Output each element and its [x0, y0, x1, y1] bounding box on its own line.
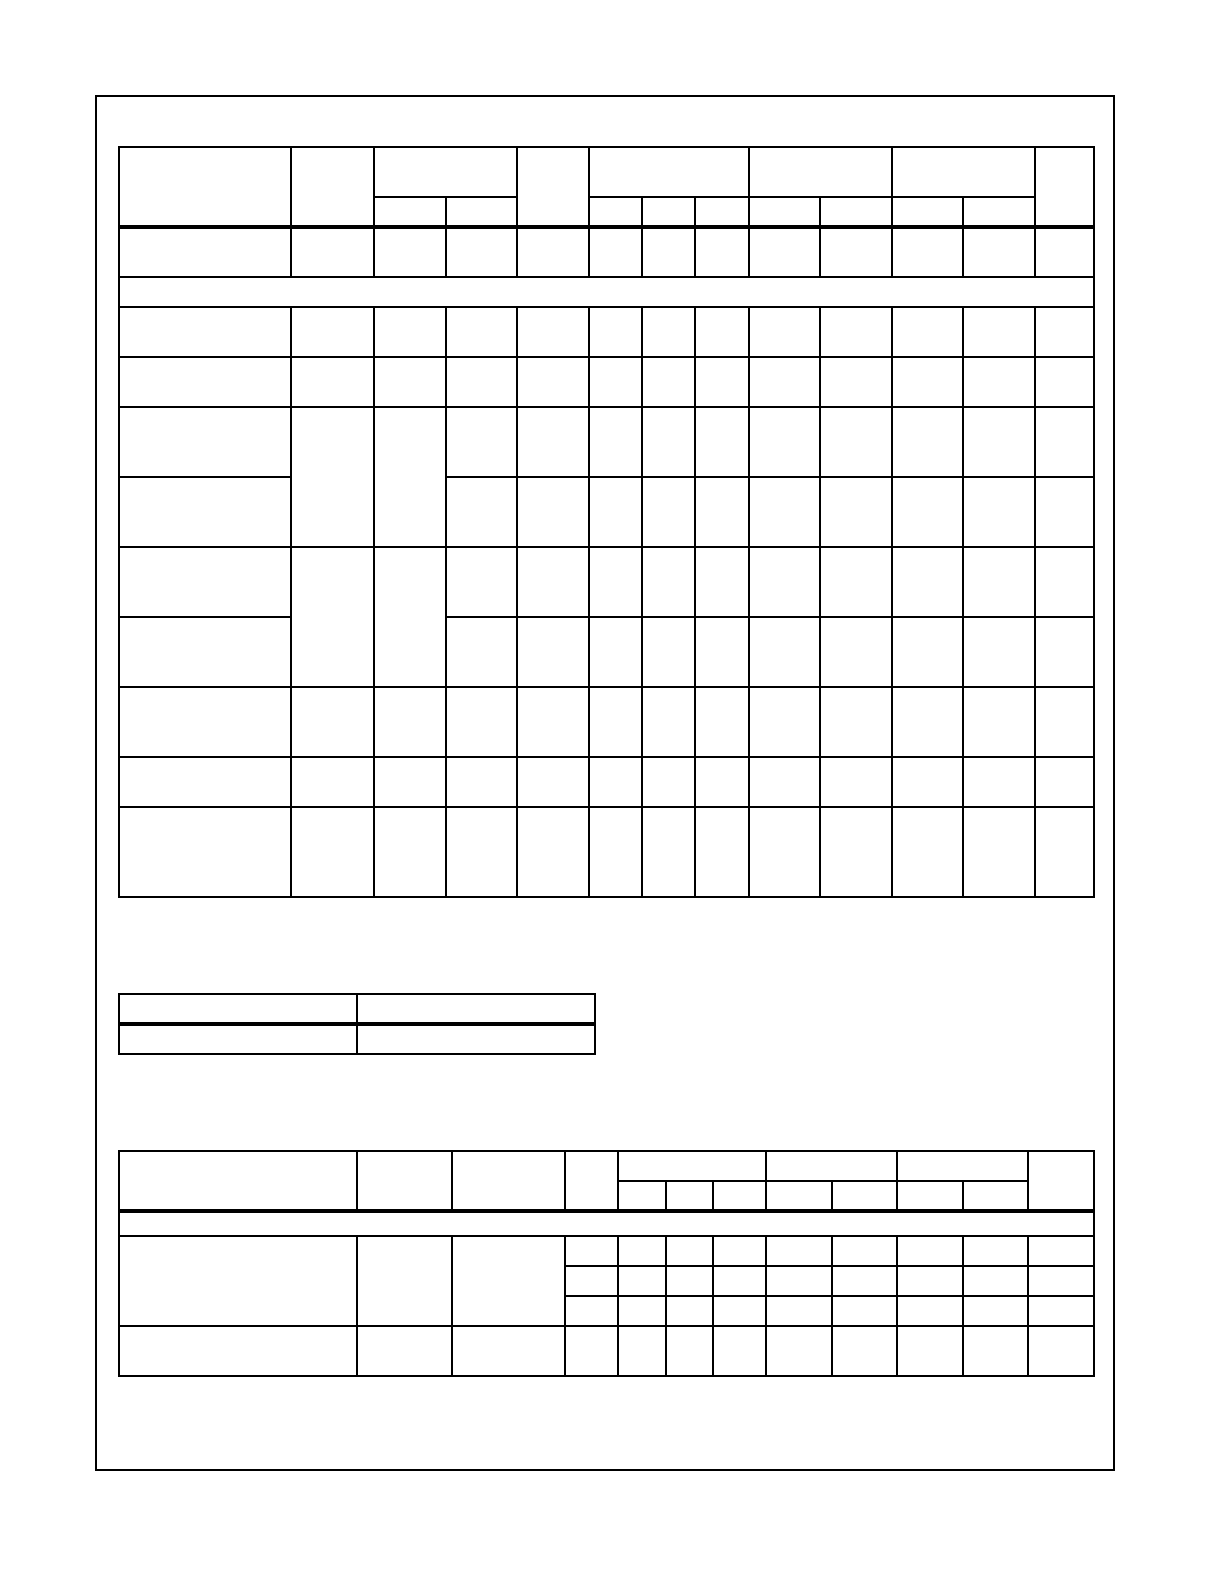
table-cell: [820, 687, 892, 757]
table-cell: [963, 1326, 1028, 1376]
section-cell: [119, 1211, 1094, 1236]
table-cell: [832, 1266, 897, 1296]
header-cell: [1028, 1151, 1094, 1211]
table-cell: [832, 1181, 897, 1211]
table-cell: [766, 1326, 832, 1376]
table-cell: [119, 547, 291, 617]
table-cell: [618, 1326, 666, 1376]
table-cell: [963, 407, 1035, 477]
table-cell: [357, 1024, 595, 1054]
header-group-cell: [374, 147, 517, 197]
header-subcell: [892, 197, 963, 227]
table-cell: [291, 307, 374, 357]
table-cell: [357, 1236, 452, 1326]
table-cell: [766, 1266, 832, 1296]
section-row: [119, 277, 1094, 307]
lower-spec-table: [118, 1150, 1095, 1377]
table-cell: [749, 757, 820, 807]
header-group-cell: [897, 1151, 1028, 1181]
table-cell: [119, 477, 291, 547]
table-cell: [713, 1236, 766, 1266]
table-cell: [832, 1326, 897, 1376]
table-cell: [820, 477, 892, 547]
header-row: [119, 994, 595, 1024]
table-cell: [749, 807, 820, 897]
header-group-cell: [749, 147, 892, 197]
table-cell: [695, 357, 749, 407]
table-row: [119, 307, 1094, 357]
table-cell: [642, 357, 695, 407]
table-cell: [291, 227, 374, 277]
table-cell: [1035, 477, 1094, 547]
table-cell: [963, 687, 1035, 757]
table-cell: [749, 477, 820, 547]
table-cell: [766, 1181, 832, 1211]
table-cell: [618, 1181, 666, 1211]
table-cell: [749, 407, 820, 477]
table-cell: [963, 227, 1035, 277]
table-cell: [963, 1236, 1028, 1266]
table-cell: [695, 477, 749, 547]
table-cell: [589, 307, 642, 357]
table-cell: [589, 757, 642, 807]
table-cell: [565, 1326, 618, 1376]
header-cell: [119, 1151, 357, 1211]
table-cell: [820, 407, 892, 477]
table-cell: [119, 807, 291, 897]
table-cell: [820, 807, 892, 897]
table-cell: [589, 687, 642, 757]
table-cell: [517, 547, 589, 617]
table-cell: [374, 757, 446, 807]
table-cell: [892, 547, 963, 617]
header-subcell: [446, 197, 517, 227]
table-cell: [766, 1236, 832, 1266]
table-row: [119, 687, 1094, 757]
table-cell: [695, 227, 749, 277]
table-cell: [642, 227, 695, 277]
table-cell: [1028, 1296, 1094, 1326]
table-cell: [892, 687, 963, 757]
table-cell: [820, 547, 892, 617]
header-subcell: [642, 197, 695, 227]
table-cell: [1035, 547, 1094, 617]
table-cell: [291, 547, 374, 687]
header-subcell: [963, 197, 1035, 227]
header-subcell: [820, 197, 892, 227]
table-cell: [589, 407, 642, 477]
table-cell: [695, 547, 749, 617]
header-group-cell: [589, 147, 749, 197]
table-cell: [666, 1236, 713, 1266]
table-cell: [963, 757, 1035, 807]
table-cell: [446, 407, 517, 477]
section-row: [119, 1211, 1094, 1236]
table-cell: [291, 757, 374, 807]
header-cell: [119, 994, 357, 1024]
table-cell: [119, 1326, 357, 1376]
table-row: [119, 807, 1094, 897]
table-cell: [589, 547, 642, 617]
table-cell: [963, 547, 1035, 617]
table-cell: [589, 357, 642, 407]
table-cell: [695, 307, 749, 357]
table-cell: [1035, 757, 1094, 807]
table-cell: [820, 757, 892, 807]
table-row: [119, 547, 1094, 617]
table-cell: [446, 807, 517, 897]
table-cell: [119, 1024, 357, 1054]
header-row: [119, 147, 1094, 197]
table-cell: [642, 407, 695, 477]
table-row: [119, 357, 1094, 407]
table-cell: [517, 357, 589, 407]
main-spec-table: [118, 146, 1095, 898]
table-cell: [446, 357, 517, 407]
table-cell: [897, 1296, 963, 1326]
table-cell: [374, 547, 446, 687]
table-cell: [963, 477, 1035, 547]
table-cell: [517, 407, 589, 477]
table-cell: [892, 807, 963, 897]
table-cell: [374, 227, 446, 277]
table-cell: [820, 617, 892, 687]
table-cell: [517, 757, 589, 807]
table-cell: [446, 547, 517, 617]
header-cell: [357, 1151, 452, 1211]
header-cell: [291, 147, 374, 227]
table-cell: [713, 1266, 766, 1296]
table-cell: [963, 1266, 1028, 1296]
table-cell: [517, 687, 589, 757]
table-cell: [452, 1236, 565, 1326]
table-cell: [963, 617, 1035, 687]
table-cell: [749, 227, 820, 277]
table-cell: [1035, 617, 1094, 687]
table-cell: [374, 807, 446, 897]
table-cell: [565, 1266, 618, 1296]
table-cell: [666, 1326, 713, 1376]
table-cell: [446, 307, 517, 357]
table-cell: [517, 477, 589, 547]
table-cell: [713, 1296, 766, 1326]
table-cell: [766, 1296, 832, 1326]
table-cell: [446, 227, 517, 277]
table-cell: [452, 1326, 565, 1376]
table-row: [119, 617, 1094, 687]
table-cell: [642, 477, 695, 547]
table-cell: [892, 757, 963, 807]
table-cell: [374, 687, 446, 757]
table-cell: [1035, 227, 1094, 277]
table-cell: [749, 307, 820, 357]
table-row: [119, 757, 1094, 807]
table-cell: [374, 357, 446, 407]
table-cell: [666, 1266, 713, 1296]
table-cell: [892, 617, 963, 687]
table-cell: [446, 477, 517, 547]
table-cell: [963, 357, 1035, 407]
table-cell: [695, 807, 749, 897]
table-cell: [618, 1266, 666, 1296]
table-cell: [517, 807, 589, 897]
small-table: [118, 993, 596, 1055]
table-cell: [749, 617, 820, 687]
table-cell: [119, 1236, 357, 1326]
table-cell: [119, 307, 291, 357]
table-cell: [820, 307, 892, 357]
table-cell: [589, 807, 642, 897]
table-cell: [642, 807, 695, 897]
header-subcell: [749, 197, 820, 227]
table-cell: [291, 357, 374, 407]
table-cell: [119, 687, 291, 757]
table-cell: [695, 407, 749, 477]
table-cell: [897, 1266, 963, 1296]
table-cell: [749, 547, 820, 617]
section-cell: [119, 277, 1094, 307]
table-row: [119, 407, 1094, 477]
table-cell: [517, 307, 589, 357]
table-cell: [517, 617, 589, 687]
header-subcell: [589, 197, 642, 227]
table-cell: [589, 227, 642, 277]
table-cell: [119, 227, 291, 277]
table-cell: [897, 1181, 963, 1211]
header-group-cell: [892, 147, 1035, 197]
table-cell: [374, 307, 446, 357]
table-cell: [892, 477, 963, 547]
table-cell: [666, 1296, 713, 1326]
header-row: [119, 1151, 1094, 1181]
table-cell: [695, 687, 749, 757]
table-row: [119, 477, 1094, 547]
table-cell: [695, 757, 749, 807]
table-cell: [357, 1326, 452, 1376]
table-cell: [446, 617, 517, 687]
table-cell: [897, 1236, 963, 1266]
table-cell: [820, 227, 892, 277]
table-cell: [119, 407, 291, 477]
table-cell: [517, 227, 589, 277]
table-row: [119, 227, 1094, 277]
table-cell: [565, 1296, 618, 1326]
header-cell: [1035, 147, 1094, 227]
table-cell: [291, 687, 374, 757]
table-cell: [963, 1181, 1028, 1211]
table-cell: [589, 477, 642, 547]
table-row: [119, 1326, 1094, 1376]
table-cell: [892, 407, 963, 477]
header-cell: [517, 147, 589, 227]
table-cell: [892, 227, 963, 277]
table-cell: [119, 757, 291, 807]
table-cell: [119, 357, 291, 407]
table-cell: [642, 547, 695, 617]
header-group-cell: [618, 1151, 766, 1181]
table-cell: [963, 807, 1035, 897]
table-cell: [963, 1296, 1028, 1326]
table-cell: [749, 357, 820, 407]
table-cell: [713, 1181, 766, 1211]
table-cell: [963, 307, 1035, 357]
table-cell: [892, 357, 963, 407]
table-cell: [897, 1326, 963, 1376]
table-cell: [749, 687, 820, 757]
table-cell: [642, 757, 695, 807]
table-cell: [1035, 307, 1094, 357]
header-subcell: [374, 197, 446, 227]
table-cell: [642, 617, 695, 687]
table-cell: [119, 617, 291, 687]
table-cell: [589, 617, 642, 687]
table-cell: [1028, 1236, 1094, 1266]
table-cell: [832, 1296, 897, 1326]
table-cell: [446, 757, 517, 807]
table-cell: [618, 1296, 666, 1326]
table-cell: [666, 1181, 713, 1211]
table-cell: [1028, 1266, 1094, 1296]
table-cell: [618, 1236, 666, 1266]
table-cell: [695, 617, 749, 687]
table-cell: [892, 307, 963, 357]
table-row: [119, 1024, 595, 1054]
table-cell: [820, 357, 892, 407]
table-cell: [832, 1236, 897, 1266]
table-cell: [374, 407, 446, 547]
table-cell: [291, 407, 374, 547]
header-subcell: [695, 197, 749, 227]
table-cell: [565, 1236, 618, 1266]
table-cell: [1035, 807, 1094, 897]
header-cell: [357, 994, 595, 1024]
table-cell: [1028, 1326, 1094, 1376]
header-cell: [565, 1151, 618, 1211]
table-row: [119, 1236, 1094, 1266]
table-cell: [713, 1326, 766, 1376]
table-cell: [642, 307, 695, 357]
header-cell: [119, 147, 291, 227]
table-cell: [1035, 357, 1094, 407]
header-group-cell: [766, 1151, 897, 1181]
header-cell: [452, 1151, 565, 1211]
table-cell: [446, 687, 517, 757]
table-cell: [1035, 687, 1094, 757]
table-cell: [1035, 407, 1094, 477]
table-cell: [291, 807, 374, 897]
table-cell: [642, 687, 695, 757]
